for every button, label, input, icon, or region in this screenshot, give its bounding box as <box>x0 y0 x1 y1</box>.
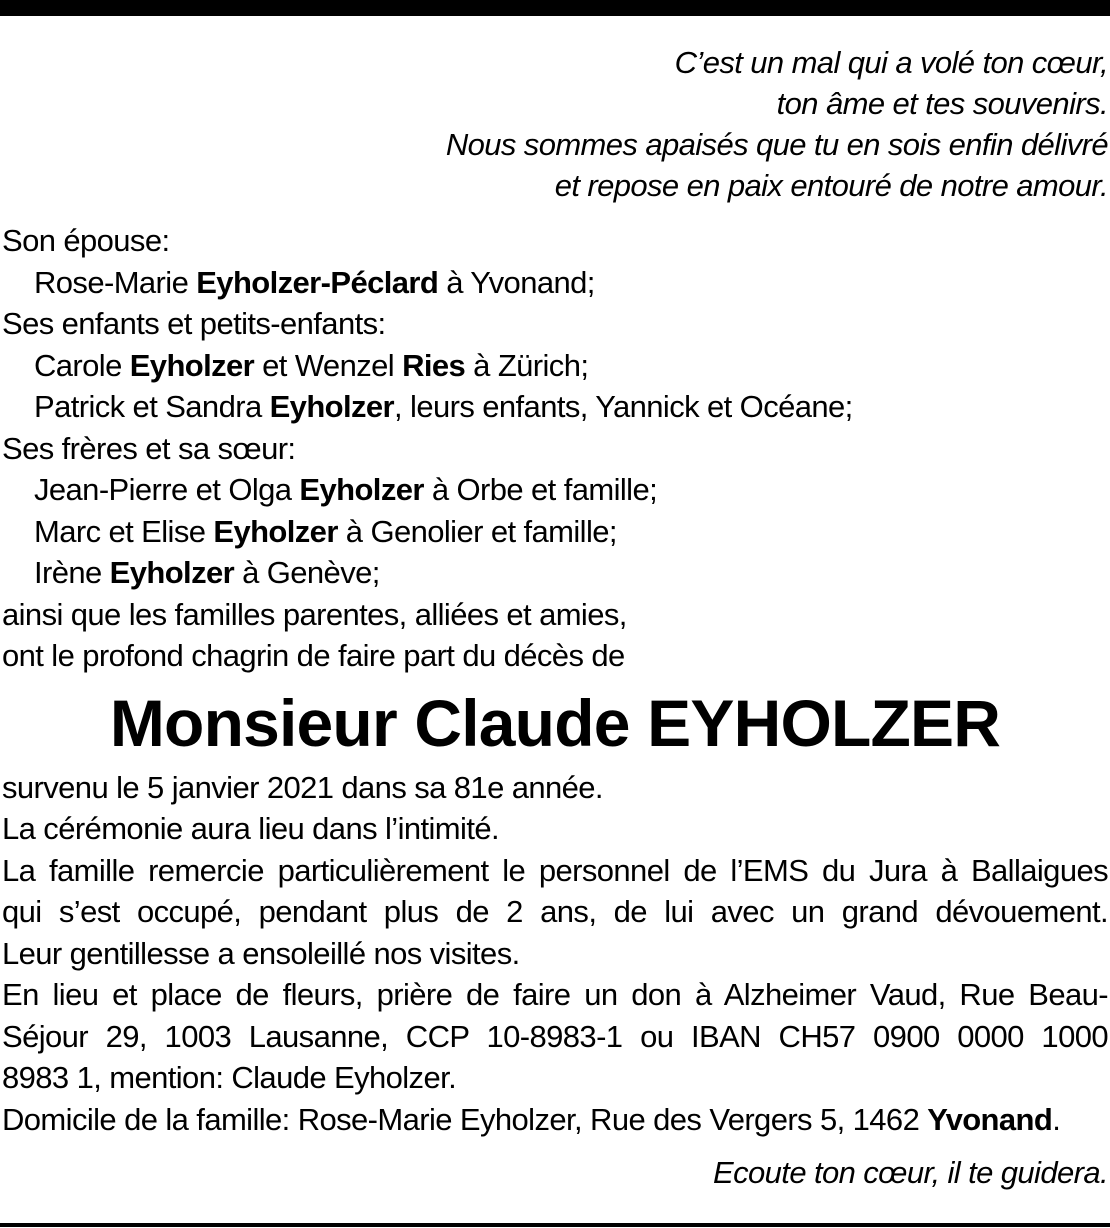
closing-verse: Ecoute ton cœur, il te guidera. <box>713 1155 1108 1190</box>
deceased-name: Monsieur Claude EYHOLZER <box>109 685 1001 760</box>
children-heading: Ses enfants et petits-enfants: <box>2 306 386 341</box>
thanks-line: qui s’est occupé, pendant plus de 2 ans, de lui avec un grand dévouement. <box>2 894 1108 929</box>
domicile-line: Domicile de la famille: Rose-Marie Eyholzer, Rue des Vergers 5, 1462 Yvonand. <box>2 1101 1061 1137</box>
poem-line: C’est un mal qui a volé ton cœur, <box>674 45 1108 80</box>
spouse-first-name: Rose-Marie <box>34 264 197 300</box>
notice-body <box>2 220 1108 1140</box>
donation-line: Séjour 29, 1003 Lausanne, CCP 10-8983-1 ou IBAN CH57 0900 0000 1000 <box>2 1018 1108 1054</box>
poem <box>446 42 1108 206</box>
relatives-line: ainsi que les familles parentes, alliées et amies, <box>2 596 627 632</box>
child-line: Patrick et Sandra Eyholzer, leurs enfants, Yannick et Océane; <box>34 389 853 424</box>
announcement-line: ont le profond chagrin de faire part du décès de <box>2 638 625 673</box>
poem-line: et repose en paix entouré de notre amour. <box>554 168 1108 203</box>
ceremony-details: La cérémonie aura lieu dans l’intimité. <box>2 811 499 846</box>
sibling-line: Jean-Pierre et Olga Eyholzer à Orbe et famille; <box>34 472 658 507</box>
top-rule <box>0 0 1110 16</box>
donation-line: 8983 1, mention: Claude Eyholzer. <box>2 1060 457 1095</box>
bottom-rule <box>0 1223 1110 1227</box>
spouse-location: à Yvonand; <box>438 264 595 300</box>
child-line: Carole Eyholzer et Wenzel Ries à Zürich; <box>34 347 589 383</box>
thanks-line: La famille remercie particulièrement le personnel de l’EMS du Jura à Ballaigues <box>2 852 1108 888</box>
poem-line: Nous sommes apaisés que tu en sois enfin délivré <box>445 127 1108 162</box>
sibling-line: Irène Eyholzer à Genève; <box>34 555 380 590</box>
spouse-last-name: Eyholzer-Péclard <box>196 264 439 300</box>
thanks-line: Leur gentillesse a ensoleillé nos visites. <box>2 935 520 971</box>
siblings-heading: Ses frères et sa sœur: <box>2 430 296 466</box>
spouse-heading: Son épouse: <box>2 223 170 258</box>
spouse-line <box>2 262 1108 304</box>
death-details: survenu le 5 janvier 2021 dans sa 81e année. <box>2 769 603 805</box>
poem-line: ton âme et tes souvenirs. <box>776 86 1108 121</box>
donation-line: En lieu et place de fleurs, prière de faire un don à Alzheimer Vaud, Rue Beau- <box>2 977 1108 1012</box>
sibling-line: Marc et Elise Eyholzer à Genolier et famille; <box>34 513 617 549</box>
